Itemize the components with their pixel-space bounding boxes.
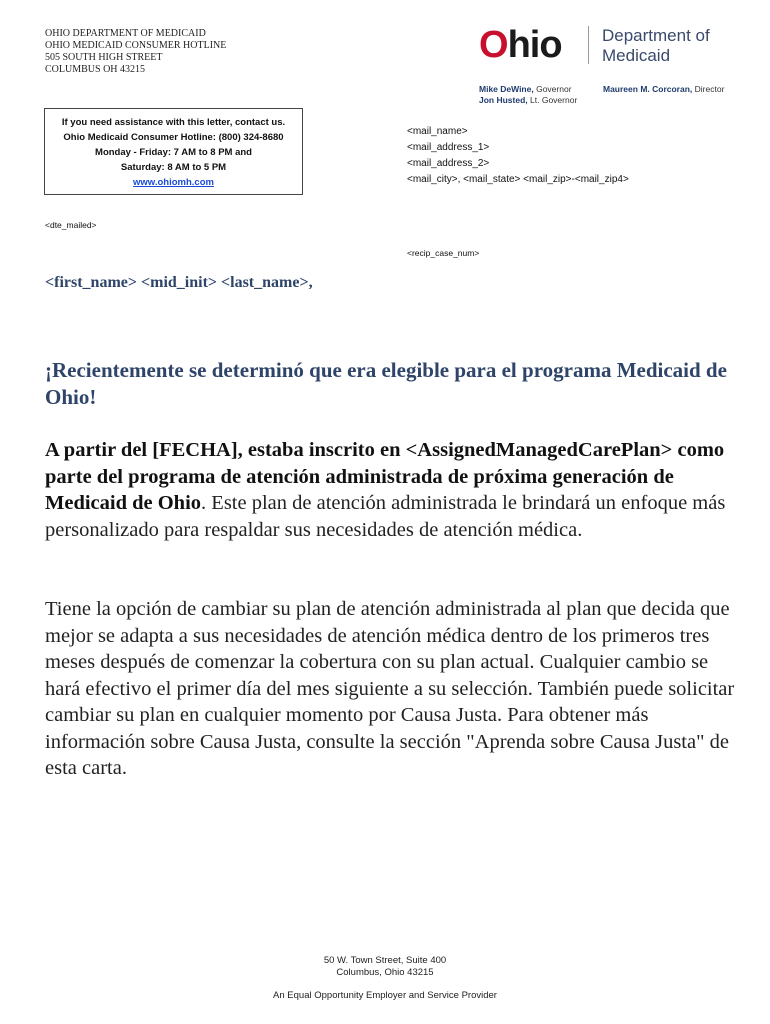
ohio-wordmark: Ohio (479, 24, 562, 66)
eligibility-headline: ¡Recientemente se determinó que era elegible para el programa Medicaid de Ohio! (45, 358, 727, 409)
sender-line: COLUMBUS OH 43215 (45, 64, 146, 75)
recipient-mailing-address (407, 124, 629, 188)
case-number: <recip_case_num> (407, 248, 480, 258)
mail-address-1: <mail_address_1> (407, 142, 490, 153)
enrollment-bold-text: A partir del [FECHA], estaba inscrito en <AssignedManagedCarePlan> como parte del programa de atención administrada de próxima generación de Medicaid de Ohio (45, 439, 725, 514)
sender-line: OHIO DEPARTMENT OF MEDICAID (45, 28, 206, 39)
greeting: <first_name> <mid_init> <last_name>, (45, 274, 313, 291)
sender-address (45, 28, 226, 76)
mail-address-2: <mail_address_2> (407, 158, 490, 169)
enrollment-rest-text: . Este plan de atención administrada le brindará un enfoque más personalizado para respaldar sus necesidades de atención médica. (45, 492, 726, 541)
footer-address: 50 W. Town Street, Suite 400 Columbus, Ohio 43215 (323, 955, 447, 978)
enrollment-paragraph (45, 437, 735, 543)
director-official: Maureen M. Corcoran, Director (603, 84, 725, 94)
logo-divider (588, 26, 589, 64)
sender-line: OHIO MEDICAID CONSUMER HOTLINE (45, 40, 227, 51)
department-name: Department of Medicaid (602, 26, 710, 65)
date-mailed: <dte_mailed> (45, 220, 97, 230)
website-link[interactable]: www.ohiomh.com (133, 177, 214, 188)
ohio-medicaid-logo (479, 22, 729, 72)
governor-officials: Mike DeWine, Governor Jon Husted, Lt. Governor (479, 84, 578, 105)
mail-city-line: <mail_city>, <mail_state> <mail_zip>-<mail_zip4> (407, 174, 629, 185)
equal-opportunity-statement: An Equal Opportunity Employer and Service Provider (273, 990, 497, 1001)
plan-change-paragraph: Tiene la opción de cambiar su plan de atención administrada al plan que decida que mejor se adapta a sus necesidades de atención médica dentro de los primeros tres meses después de comenzar la cobertura con su plan actual. Cualquier cambio se hará efectivo el primer día del mes siguiente a su selección. También puede solicitar cambiar su plan en cualquier momento por Causa Justa. Para obtener más información sobre Causa Justa, consulte la sección "Aprenda sobre Causa Justa" de esta carta. (45, 598, 735, 779)
sender-line: 505 SOUTH HIGH STREET (45, 52, 163, 63)
assistance-box: If you need assistance with this letter, contact us. Ohio Medicaid Consumer Hotline: (800) 324-8680 Monday - Friday: 7 AM to 8 PM and Saturday: 8 AM to 5 PM www.ohiomh.com (44, 108, 303, 195)
mail-name: <mail_name> (407, 126, 468, 137)
